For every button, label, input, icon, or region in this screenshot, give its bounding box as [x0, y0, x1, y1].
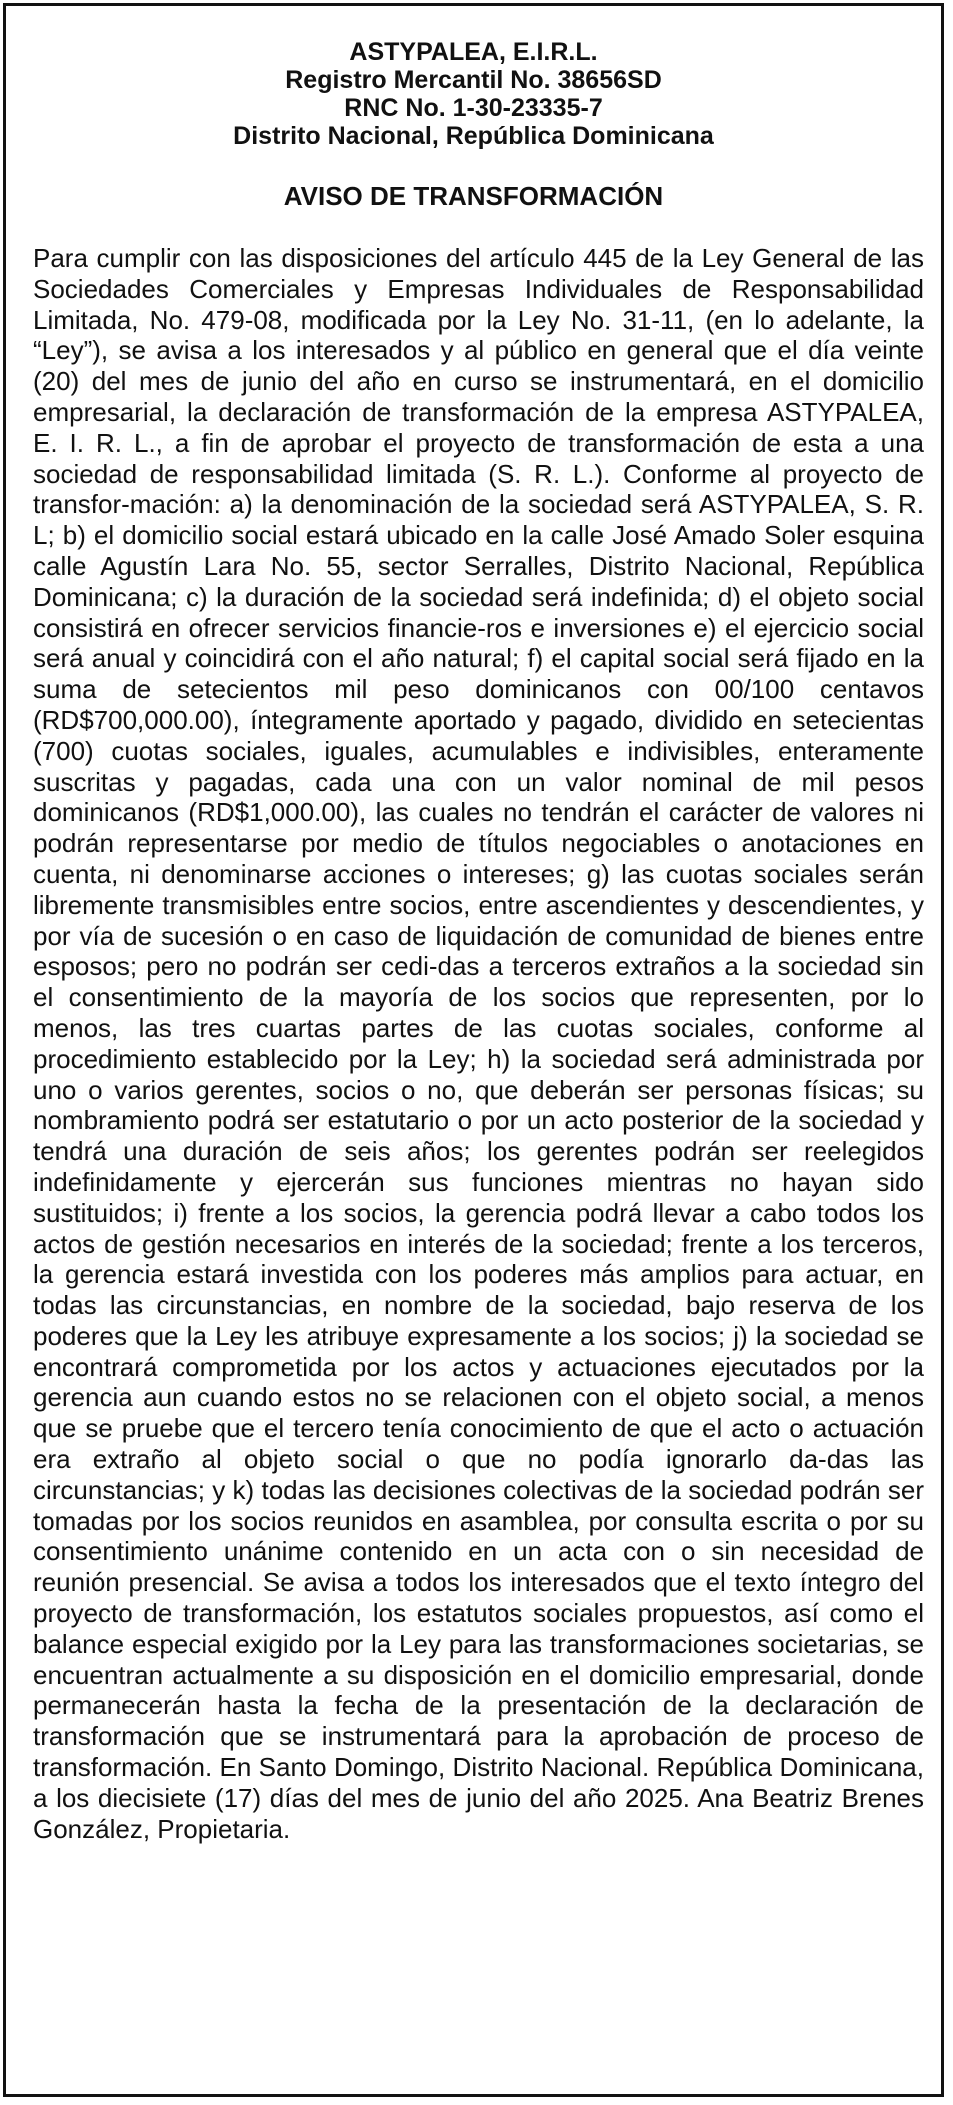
notice-frame [3, 3, 944, 2097]
company-location: Distrito Nacional, República Dominicana [233, 122, 714, 150]
notice-body-text: Para cumplir con las disposiciones del artículo 445 de la Ley General de las Sociedades Comerciales y Empresas Individuales de Responsabilidad Limitada, No. 479-08, modificada por la Ley No. 31-11, (en lo adelante, la “Ley”), se avisa a los interesados y al público en general que el día veinte (20) del mes de junio del año en curso se instrumentará, en el domicilio empresarial, la declaración de transformación de la empresa ASTYPALEA, E. I. R. L., a fin de aprobar el proyecto de transformación de esta a una sociedad de responsabilidad limitada (S. R. L.). Conforme al proyecto de transfor-mación: a) la denominación de la sociedad será ASTYPALEA, S. R. L; b) el domicilio social estará ubicado en la calle José Amado Soler esquina calle Agustín Lara No. 55, sector Serralles, Distrito Nacional, República Dominicana; c) la duración de la sociedad será indefinida; d) el objeto social consistirá en ofrecer servicios financie-ros e inversiones e) el ejercicio social será anual y coincidirá con el año natural; f) el capital social será fijado en la suma de setecientos mil peso dominicanos con 00/100 centavos (RD$700,000.00), íntegramente aportado y pagado, dividido en setecientas (700) cuotas sociales, iguales, acumulables e indivisibles, enteramente suscritas y pagadas, cada una con un valor nominal de mil pesos dominicanos (RD$1,000.00), las cuales no tendrán el carácter de valores ni podrán representarse por medio de títulos negociables o anotaciones en cuenta, ni denominarse acciones o intereses; g) las cuotas sociales serán libremente transmisibles entre socios, entre ascendientes y descendientes, y por vía de sucesión o en caso de liquidación de comunidad de bienes entre esposos; pero no podrán ser cedi-das a terceros extraños a la sociedad sin el consentimiento de la mayoría de los socios que representen, por lo menos, las tres cuartas partes de las cuotas sociales, conforme al procedimiento establecido por la Ley; h) la sociedad será administrada por uno o varios gerentes, socios o no, que deberán ser personas físicas; su nombramiento podrá ser estatutario o por un acto posterior de la sociedad y tendrá una duración de seis años; los gerentes podrán ser reelegidos indefinidamente y ejercerán sus funciones mientras no hayan sido sustituidos; i) frente a los socios, la gerencia podrá llevar a cabo todos los actos de gestión necesarios en interés de la sociedad; frente a los terceros, la gerencia estará investida con los poderes más amplios para actuar, en todas las circunstancias, en nombre de la sociedad, bajo reserva de los poderes que la Ley les atribuye expresamente a los socios; j) la sociedad se encontrará comprometida por los actos y actuaciones ejecutados por la gerencia aun cuando estos no se relacionen con el objeto social, a menos que se pruebe que el tercero tenía conocimiento de que el acto o actuación era extraño al objeto social o que no podía ignorarlo da-das las circunstancias; y k) todas las decisiones colectivas de la sociedad podrán ser tomadas por los socios reunidos en asamblea, por consulta escrita o por su consentimiento unánime contenido en un acta con o sin necesidad de reunión presencial. Se avisa a todos los interesados que el texto íntegro del proyecto de transformación, los estatutos sociales propuestos, así como el balance especial exigido por la Ley para las transformaciones societarias, se encuentran actualmente a su disposición en el domicilio empresarial, donde permanecerán hasta la fecha de la presentación de la declaración de transformación que se instrumentará para la aprobación de proceso de transformación. En Santo Domingo, Distrito Nacional. República Dominicana, a los diecisiete (17) días del mes de junio del año 2025. [33, 243, 924, 1813]
registry-number: Registro Mercantil No. 38656SD [285, 66, 662, 94]
notice-title: AVISO DE TRANSFORMACIÓN [283, 181, 664, 211]
notice-body [33, 243, 924, 1844]
signature: Ana Beatriz Brenes González, Propietaria. [33, 1782, 924, 1844]
notice-header [6, 38, 941, 150]
company-name: ASTYPALEA, E.I.R.L. [349, 38, 598, 66]
rnc-number: RNC No. 1-30-23335-7 [344, 94, 603, 122]
